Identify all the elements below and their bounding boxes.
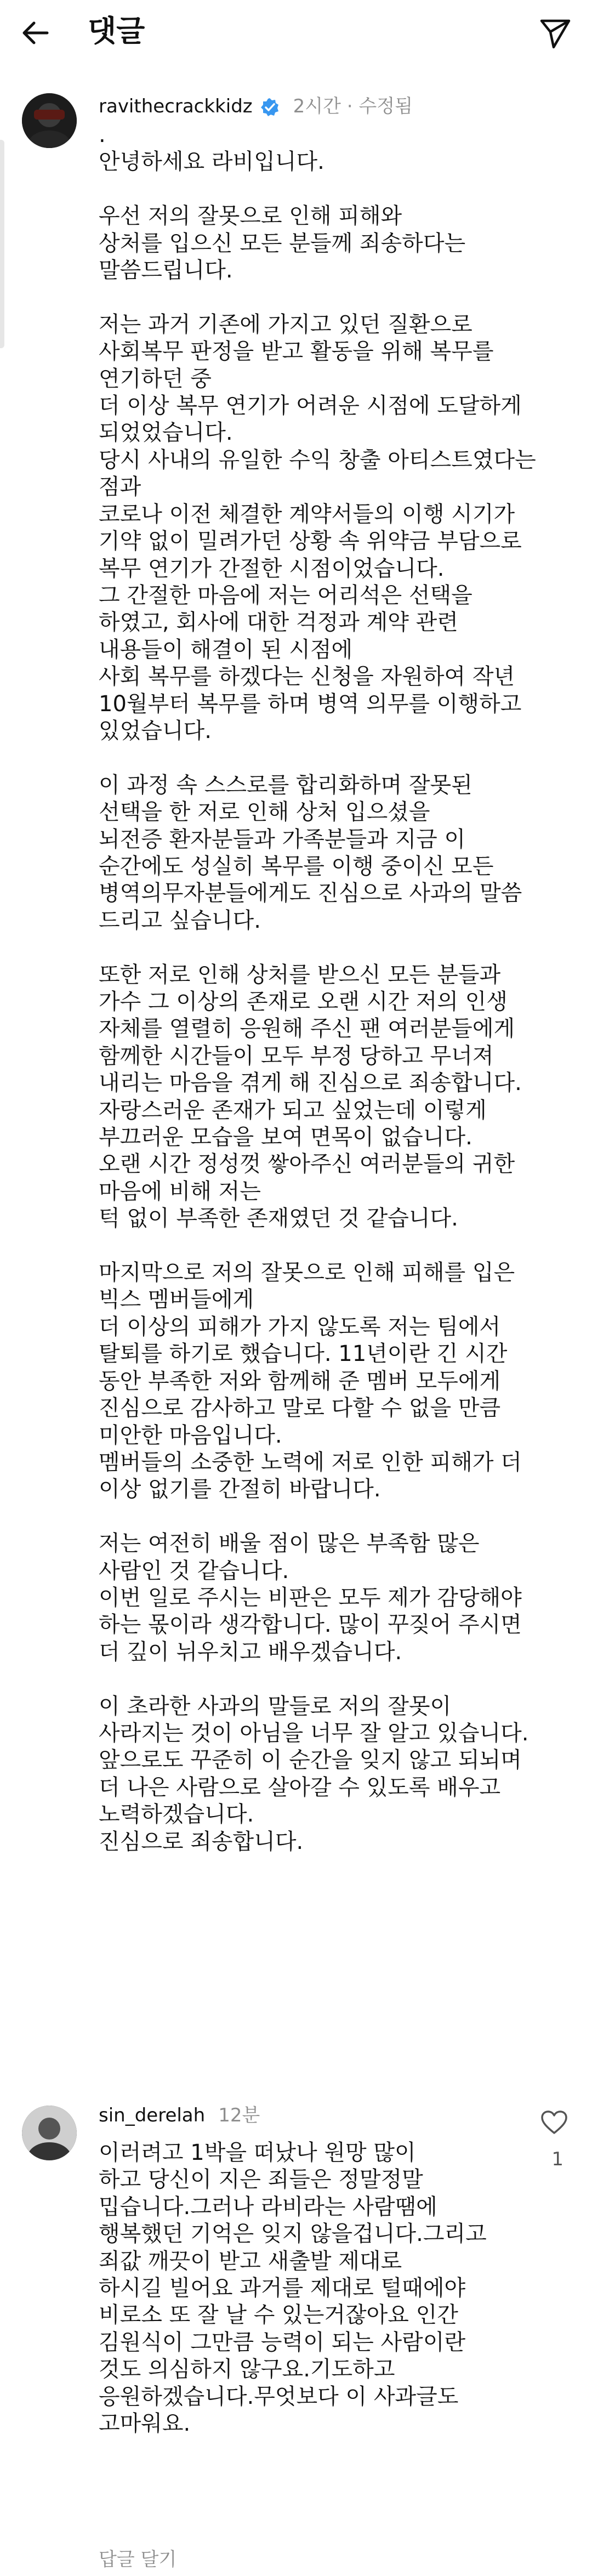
comment-text: . 안녕하세요 라비입니다. 우선 저의 잘못으로 인해 피해와 상처를 입으신 모든 분들께 죄송하다는 말씀드립니다. 저는 과거 기존에 가지고 있던 질환으로 사회복무 판정을 받고 활동을 위해 복무를 연기하던 중 더 이상 복무 연기가 어려운 시점에 도달하게 되었었습니다. 당시 사내의 유일한 수익 창출 아티스트였다는 점과 코로나 이전 체결한 계약서들의 이행 시기가 기약 없이 밀려가던 상황 속 위약금 부담으로 복무 연기가 간절한 시점이었습니다. 그 간절한 마음에 저는 어리석은 선택을 하였고, 회사에 대한 걱정과 계약 관련 내용들이 해결이 된 시점에 사회 복무를 하겠다는 신청을 자원하여 작년 10월부터 복무를 하며 병역 의무를 이행하고 있었습니다. 이 과정 속 스스로를 합리화하며 잘못된 선택을 한 저로 인해 상처 입으셨을 뇌전증 환자분들과 가족분들과 지금 이 순간에도 성실히 복무를 이행 중이신 모든 병역의무자분들에게도 진심으로 사과의 말씀 드리고 싶습니다. 또한 저로 인해 상처를 받으신 모든 분들과 가수 그 이상의 존재로 오랜 시간 저의 인생 자체를 열렬히 응원해 주신 팬 여러분들에게 함께한 시간들이 모두 부정 당하고 무너져 내리는 마음을 겪게 해 진심으로 죄송합니다. 자랑스러운 존재가 되고 싶었는데 이렇게 부끄러운 모습을 보여 면목이 없습니다. 오랜 시간 정성껏 쌓아주신 여러분들의 귀한 마음에 비해 저는 턱 없이 부족한 존재였던 것 같습니다. 마지막으로 저의 잘못으로 인해 피해를 입은 빅스 멤버들에게 더 이상의 피해가 가지 않도록 저는 팀에서 탈퇴를 하기로 했습니다. 11년이란 긴 시간 동안 부족한 저와 함께해 준 멤버 모두에게 진심으로 감사하고 말로 다할 수 없을 만큼 미안한 마음입니다. 멤버들의 소중한 노력에 저로 인한 피해가 더 이상 없기를 간절히 바랍니다. 저는 여전히 배울 점이 많은 부족함 많은 사람인 것 같습니다. 이번 일로 주시는 비판은 모두 제가 감당해야 하는 몫이라 생각합니다. 많이 꾸짖어 주시면 더 깊이 뉘우치고 배우겠습니다. 이 초라한 사과의 말들로 저의 잘못이 사라지는 것이 아님을 너무 잘 알고 있습니다. 앞으로도 꾸준히 이 순간을 잊지 않고 되뇌며 더 나은 사람으로 살아갈 수 있도록 배우고 노력하겠습니다. 진심으로 죄송합니다. (99, 122, 536, 1854)
like-count: 1 (551, 2148, 563, 2170)
send-icon[interactable] (537, 15, 572, 50)
side-scroll-edge (0, 140, 4, 348)
verified-badge-icon (259, 97, 280, 118)
comment-time: 12분 (218, 2104, 260, 2126)
comment-username[interactable]: ravithecrackkidz (99, 95, 253, 117)
comment-meta (99, 93, 413, 120)
arrow-left-icon[interactable] (19, 15, 54, 50)
heart-icon[interactable] (540, 2110, 568, 2135)
reply-button[interactable]: 답글 달기 (99, 2549, 177, 2571)
avatar-image (22, 93, 77, 148)
top-bar (0, 0, 592, 66)
avatar-image (22, 2106, 77, 2160)
page-title: 댓글 (88, 14, 145, 48)
comment-username[interactable]: sin_derelah (99, 2104, 206, 2126)
comment-meta (99, 2102, 260, 2129)
avatar[interactable] (22, 93, 77, 148)
comment-text: 이러려고 1박을 떠났나 원망 많이 하고 당신이 지은 죄들은 정말정말 밉습니다.그러나 라비라는 사람땜에 행복했던 기억은 잊지 않을겁니다.그리고 죄값 깨끗이 받고 새출발 제대로 하시길 빌어요 과거를 제대로 털때에야 비로소 또 잘 날 수 있는거잖아요 인간 김원식이 그만큼 능력이 되는 사람이란 것도 의심하지 않구요.기도하고 응원하겠습니다.무엇보다 이 사과글도 고마워요. (99, 2140, 487, 2437)
avatar[interactable] (22, 2106, 77, 2160)
comment-time: 2시간 · 수정됨 (293, 95, 413, 117)
